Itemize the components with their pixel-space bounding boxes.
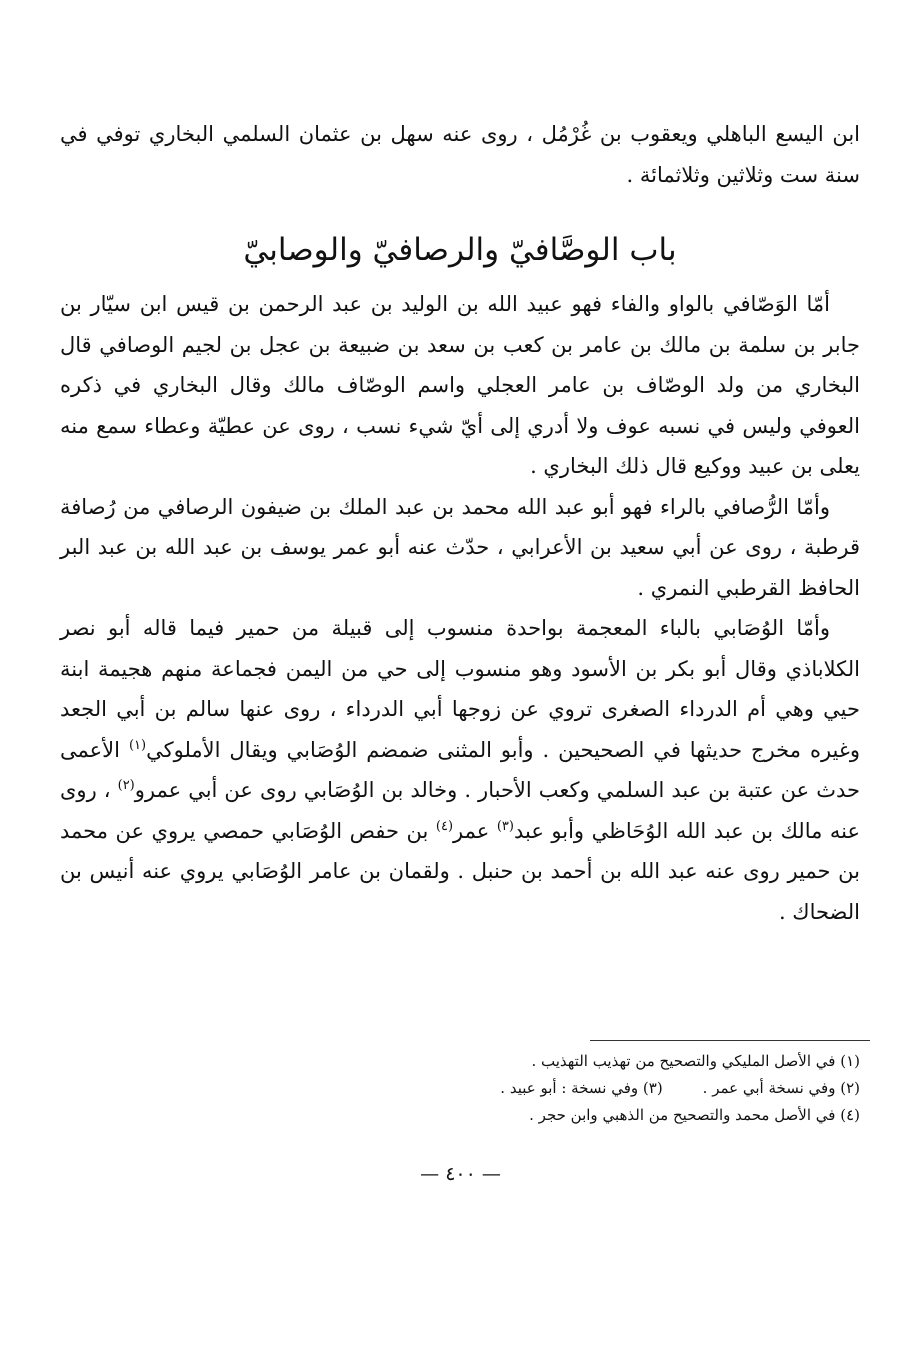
footnote-3: (٣) وفي نسخة : أبو عبيد . [500, 1079, 663, 1097]
paragraph-wusabi-part3: ، روى عنه مالك بن عبد الله الوُحَاظي وأبو عبد [60, 778, 860, 843]
footnote-4: (٤) في الأصل محمد والتصحيح من الذهبي وابن حجر . [529, 1106, 860, 1124]
paragraph-wusabi [60, 608, 860, 932]
footnote-1: (١) في الأصل المليكي والتصحيح من تهذيب التهذيب . [531, 1052, 860, 1070]
footnote-ref-4: (٤) [435, 818, 454, 834]
footnote-2: (٢) وفي نسخة أبي عمر . [702, 1079, 860, 1097]
paragraph-wusabi-part5: بن حفص الوُصَابي حمصي يروي عن محمد بن حمير روى عنه عبد الله بن أحمد بن حنبل . ولقمان بن عامر الوُصَابي يروي عنه أنيس بن الضحاك . [60, 818, 860, 924]
footnote-ref-1: (١) [128, 737, 147, 753]
page-number: — ٤٠٠ — [420, 1163, 501, 1185]
paragraph-wusabi-part2: الأعمى حدث عن عتبة بن عبد السلمي وكعب الأحبار . وخالد بن الوُصَابي روى عن أبي عمرو [60, 737, 860, 802]
footnote-row-2-3 [60, 1075, 860, 1102]
footnotes [60, 1048, 860, 1129]
chapter-heading: باب الوصَّافيّ والرصافيّ والوصابيّ [243, 232, 677, 268]
paragraph-rusafi: وأمّا الرُّصافي بالراء فهو أبو عبد الله محمد بن عبد الملك بن ضيفون الرصافي من رُصافة قرطبة ، روى عن أبي سعيد بن الأعرابي ، حدّث عنه أبو عمر يوسف بن عبد الله بن عبد البر الحافظ القرطبي النمري . [60, 494, 860, 600]
chapter-body [60, 284, 860, 932]
footnote-ref-2: (٢) [117, 778, 135, 793]
footnote-ref-3: (٣) [496, 818, 514, 834]
paragraph-wusabi-part1: وأمّا الوُصَابي بالباء المعجمة بواحدة منسوب إلى قبيلة من حمير فيما قاله أبو نصر الكلاباذي وقال أبو بكر بن الأسود وهو منسوب إلى حي من اليمن فجماعة منهم هجيمة ابنة حيي وهي أم الدرداء الصغرى تروي عن زوجها أبي الدرداء ، روى عنها سالم بن أبي الجعد وغيره مخرج حديثها في الصحيحين . وأبو المثنى ضمضم الوُصَابي ويقال الأملوكي [60, 616, 860, 762]
footnote-divider [590, 1040, 870, 1041]
paragraph-wassafi: أمّا الوَصّافي بالواو والفاء فهو عبيد الله بن الوليد بن عبد الرحمن بن قيس ابن سيّار بن جابر بن سلمة بن مالك بن عامر بن كعب بن سعد بن ضبيعة بن عجل بن لجيم الوصافي قال البخاري من ولد الوصّاف بن عامر العجلي واسم الوصّاف مالك وقال البخاري في ذكره العوفي وليس في نسبه عوف ولا أدري إلى أيّ شيء نسب ، روى عن عطيّة وعطاء سمع منه يعلى بن عبيد ووكيع قال ذلك البخاري . [60, 292, 860, 478]
opening-text: ابن اليسع الباهلي ويعقوب بن غُرْمُل ، روى عنه سهل بن عثمان السلمي البخاري توفي في سنة ست وثلاثين وثلاثمائة . [60, 122, 860, 187]
paragraph-wusabi-part4: عمر [453, 818, 497, 843]
opening-paragraph [60, 114, 860, 195]
